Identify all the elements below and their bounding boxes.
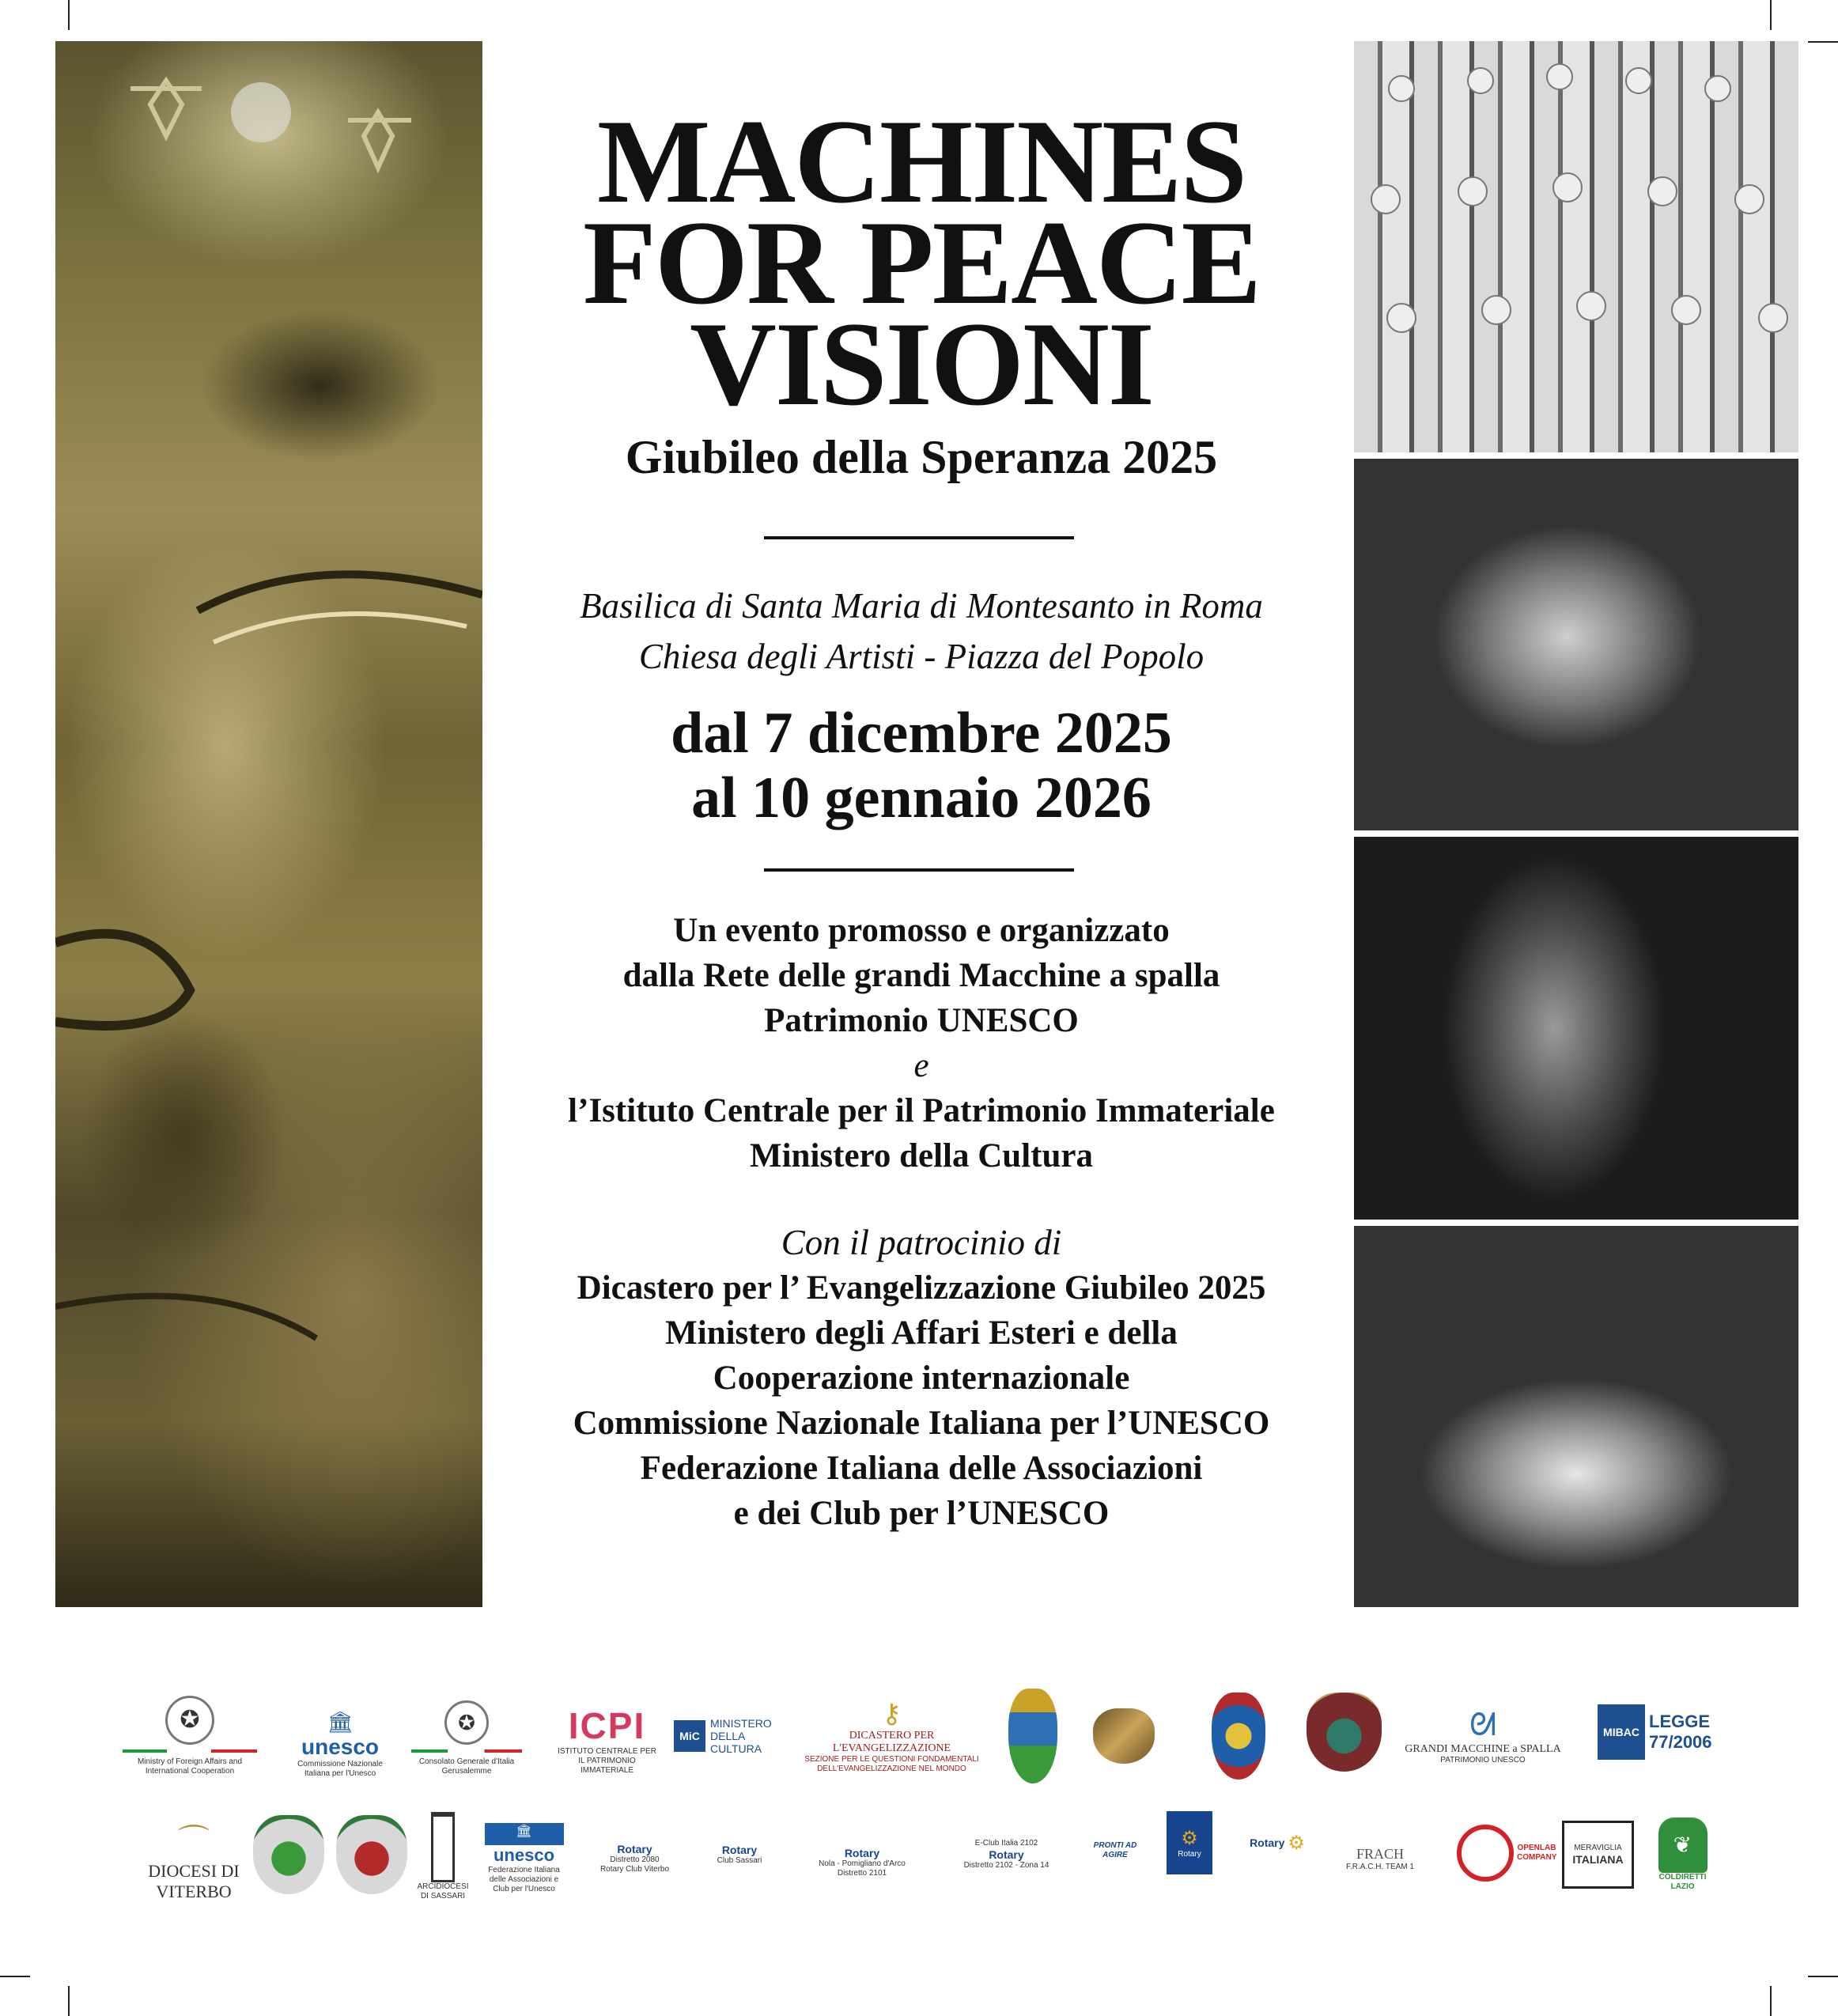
rotary-frach-logo xyxy=(1234,1823,1321,1863)
pronti-ad-agire-logo xyxy=(1084,1831,1147,1870)
meraviglia-italiana-logo xyxy=(1562,1821,1634,1889)
frach-logo xyxy=(1329,1823,1431,1894)
crop-mark xyxy=(1808,41,1838,43)
tricolor-line xyxy=(123,1749,257,1753)
coldiretti-line-1: COLDIRETTI xyxy=(1658,1873,1707,1882)
rotary-club: Club Sassari xyxy=(717,1856,762,1865)
organizers-line-1: Un evento promosso e organizzato xyxy=(673,912,1170,949)
patronage-item: Dicastero per l’ Evangelizzazione Giubileo 2025 xyxy=(577,1269,1266,1307)
rotary-nola-logo xyxy=(795,1831,929,1894)
crest-3-icon xyxy=(1212,1693,1265,1780)
papal-keys-icon: ⚷ xyxy=(882,1699,902,1729)
bishop-crest-2-icon xyxy=(336,1815,407,1894)
rotary-wordmark: Rotary xyxy=(1250,1836,1285,1849)
rotary-district: Distretto 2101 xyxy=(837,1869,887,1878)
legge-line-2: 77/2006 xyxy=(1649,1732,1712,1752)
tricolor-line xyxy=(411,1749,522,1753)
crop-mark xyxy=(1770,1986,1772,2016)
meraviglia-line-1: MERAVIGLIA xyxy=(1574,1844,1622,1852)
organizers-line-5: Ministero della Cultura xyxy=(750,1137,1093,1174)
rotary-badge-logo xyxy=(1167,1811,1212,1874)
crop-mark xyxy=(68,1986,70,2016)
mibac-logo xyxy=(1598,1704,1645,1760)
crest-4-icon xyxy=(1307,1693,1382,1772)
legge-line-1: LEGGE xyxy=(1649,1712,1711,1731)
mic-badge-icon: MiC xyxy=(674,1720,705,1752)
date-start: dal 7 dicembre 2025 xyxy=(671,701,1172,766)
patronage-item: Ministero degli Affari Esteri e della xyxy=(665,1314,1178,1352)
rotary-club: Rotary Club Viterbo xyxy=(599,1865,670,1874)
arch-icon: ⌒ xyxy=(178,1823,210,1859)
frach-sub: F.R.A.C.H. TEAM 1 xyxy=(1346,1862,1414,1871)
crop-mark xyxy=(68,0,70,30)
patronage-item: e dei Club per l’UNESCO xyxy=(733,1495,1110,1532)
rotary-wordmark: Rotary xyxy=(989,1848,1024,1861)
grandi-macchine-sub: PATRIMONIO UNESCO xyxy=(1440,1755,1526,1764)
rotary-wheel-icon: ⚙ xyxy=(1288,1832,1305,1854)
openlab-circle-icon xyxy=(1457,1825,1514,1882)
patronage-item: Federazione Italiana delle Associazioni xyxy=(640,1450,1203,1487)
unesco-commission-label: Commissione Nazionale Italiana per l'Unesco xyxy=(297,1759,383,1778)
divider-bottom xyxy=(764,868,1074,872)
icpi-logo xyxy=(554,1705,660,1775)
organizers-line-4: l’Istituto Centrale per il Patrimonio Immateriale xyxy=(568,1092,1275,1129)
legge-logo xyxy=(1649,1700,1720,1764)
wooden-pole-photo xyxy=(1354,837,1798,1220)
rotary-district: Distretto 2102 - Zona 14 xyxy=(963,1861,1049,1870)
title-line-2: FOR PEACE xyxy=(583,196,1260,329)
mibac-label: MIBAC xyxy=(1603,1726,1639,1738)
organizers-line-3: Patrimonio UNESCO xyxy=(764,1002,1079,1039)
dicastero-logo xyxy=(795,1693,989,1780)
consolato-logo xyxy=(403,1689,530,1787)
patronage-intro: Con il patrocinio di xyxy=(781,1223,1062,1262)
sassari-label: ARCIDIOCESI DI SASSARI xyxy=(417,1882,469,1901)
eclub-label: E-Club Italia 2102 xyxy=(974,1839,1038,1848)
crest-1-icon xyxy=(1008,1689,1057,1783)
macchine-swirl-icon: ᘛ xyxy=(1469,1707,1497,1742)
column-icon xyxy=(431,1812,455,1882)
dicastero-title: DICASTERO PER L'EVANGELIZZAZIONE xyxy=(832,1730,951,1754)
divider-top xyxy=(764,536,1074,539)
unesco-federation-logo xyxy=(482,1819,565,1898)
diocesi-viterbo-logo xyxy=(146,1815,241,1902)
organizers-line-2: dalla Rete delle grandi Macchine a spalla xyxy=(622,957,1220,994)
rotary-wordmark: Rotary xyxy=(844,1847,880,1859)
emblem-icon: ✪ xyxy=(444,1700,489,1745)
coldiretti-logo xyxy=(1653,1811,1712,1898)
meraviglia-line-2: ITALIANA xyxy=(1572,1853,1624,1866)
subtitle: Giubileo della Speranza 2025 xyxy=(625,431,1218,483)
pronti-label: PRONTI AD AGIRE xyxy=(1093,1841,1137,1859)
patronage-item: Commissione Nazionale Italiana per l’UNESCO xyxy=(573,1405,1270,1442)
crop-mark xyxy=(0,1976,30,1977)
crop-mark xyxy=(1808,1976,1838,1977)
maeci-label: Ministry of Foreign Affairs and International Cooperation xyxy=(137,1757,243,1776)
rotary-club: Nola - Pomigliano d'Arco xyxy=(819,1859,906,1868)
bishop-crest-1-icon xyxy=(253,1815,324,1894)
frach-wordmark: FRACH xyxy=(1356,1845,1405,1862)
maeci-logo xyxy=(119,1685,261,1787)
bearers-photo xyxy=(1354,459,1798,830)
rotary-sassari-logo xyxy=(696,1831,783,1878)
grandi-macchine-logo xyxy=(1404,1693,1562,1780)
crest-2-icon xyxy=(1093,1708,1155,1764)
title-line-1: MACHINES xyxy=(596,95,1246,228)
rotary-viterbo-logo xyxy=(581,1827,688,1890)
rotary-wordmark: Rotary xyxy=(721,1844,758,1856)
arcidiocesi-sassari-logo xyxy=(419,1807,467,1906)
golden-face-photo xyxy=(55,41,482,1607)
dolls-pattern xyxy=(1354,41,1798,452)
mic-label: MINISTERO DELLA CULTURA xyxy=(710,1717,772,1755)
openlab-logo xyxy=(1455,1819,1558,1886)
rotary-wordmark: Rotary xyxy=(617,1843,652,1855)
temple-icon: 🏛 xyxy=(327,1709,354,1734)
venue-line-1: Basilica di Santa Maria di Montesanto in Roma xyxy=(580,586,1263,626)
unesco-commission-logo xyxy=(289,1700,391,1787)
consolato-label: Consolato Generale d'Italia Gerusalemme xyxy=(418,1757,515,1776)
emblem-icon: ✪ xyxy=(165,1696,214,1745)
dicastero-sub: SEZIONE PER LE QUESTIONI FONDAMENTALI DELL'EVANGELIZZAZIONE NEL MONDO xyxy=(804,1755,979,1773)
mic-logo xyxy=(672,1712,783,1760)
organizers-conjunction: e xyxy=(913,1047,929,1084)
coldiretti-leaf-icon: ❦ xyxy=(1658,1817,1708,1873)
title-line-3: VISIONI xyxy=(690,297,1153,430)
date-end: al 10 gennaio 2026 xyxy=(691,766,1152,830)
crop-mark xyxy=(1770,0,1772,30)
unesco-wordmark: unesco xyxy=(301,1734,380,1759)
paper-dolls-photo xyxy=(1354,41,1798,452)
sandals-photo xyxy=(1354,1226,1798,1607)
rotary-wordmark: Rotary xyxy=(1178,1849,1201,1859)
icpi-wordmark: ICPI xyxy=(568,1705,646,1746)
grandi-macchine-title: GRANDI MACCHINE a SPALLA xyxy=(1405,1742,1561,1755)
face-contours xyxy=(55,41,482,1607)
venue-line-2: Chiesa degli Artisti - Piazza del Popolo xyxy=(638,637,1205,676)
rotary-eclub-logo xyxy=(937,1823,1076,1886)
rotary-wheel-icon: ⚙ xyxy=(1181,1827,1198,1849)
patronage-item: Cooperazione internazionale xyxy=(713,1360,1130,1397)
diocesi-line-1: DIOCESI DI xyxy=(148,1860,240,1881)
diocesi-line-2: VITERBO xyxy=(156,1881,232,1901)
icpi-label: ISTITUTO CENTRALE PER IL PATRIMONIO IMMATERIALE xyxy=(558,1747,656,1775)
openlab-label: OPENLAB COMPANY xyxy=(1517,1843,1557,1862)
unesco-federation-label: Federazione Italiana delle Associazioni e Club per l'Unesco xyxy=(488,1866,560,1893)
rotary-district: Distretto 2080 xyxy=(610,1855,660,1864)
unesco-wordmark: unesco xyxy=(493,1845,555,1865)
temple-icon: 🏛 xyxy=(485,1823,564,1845)
coldiretti-line-2: LAZIO xyxy=(1670,1882,1695,1891)
